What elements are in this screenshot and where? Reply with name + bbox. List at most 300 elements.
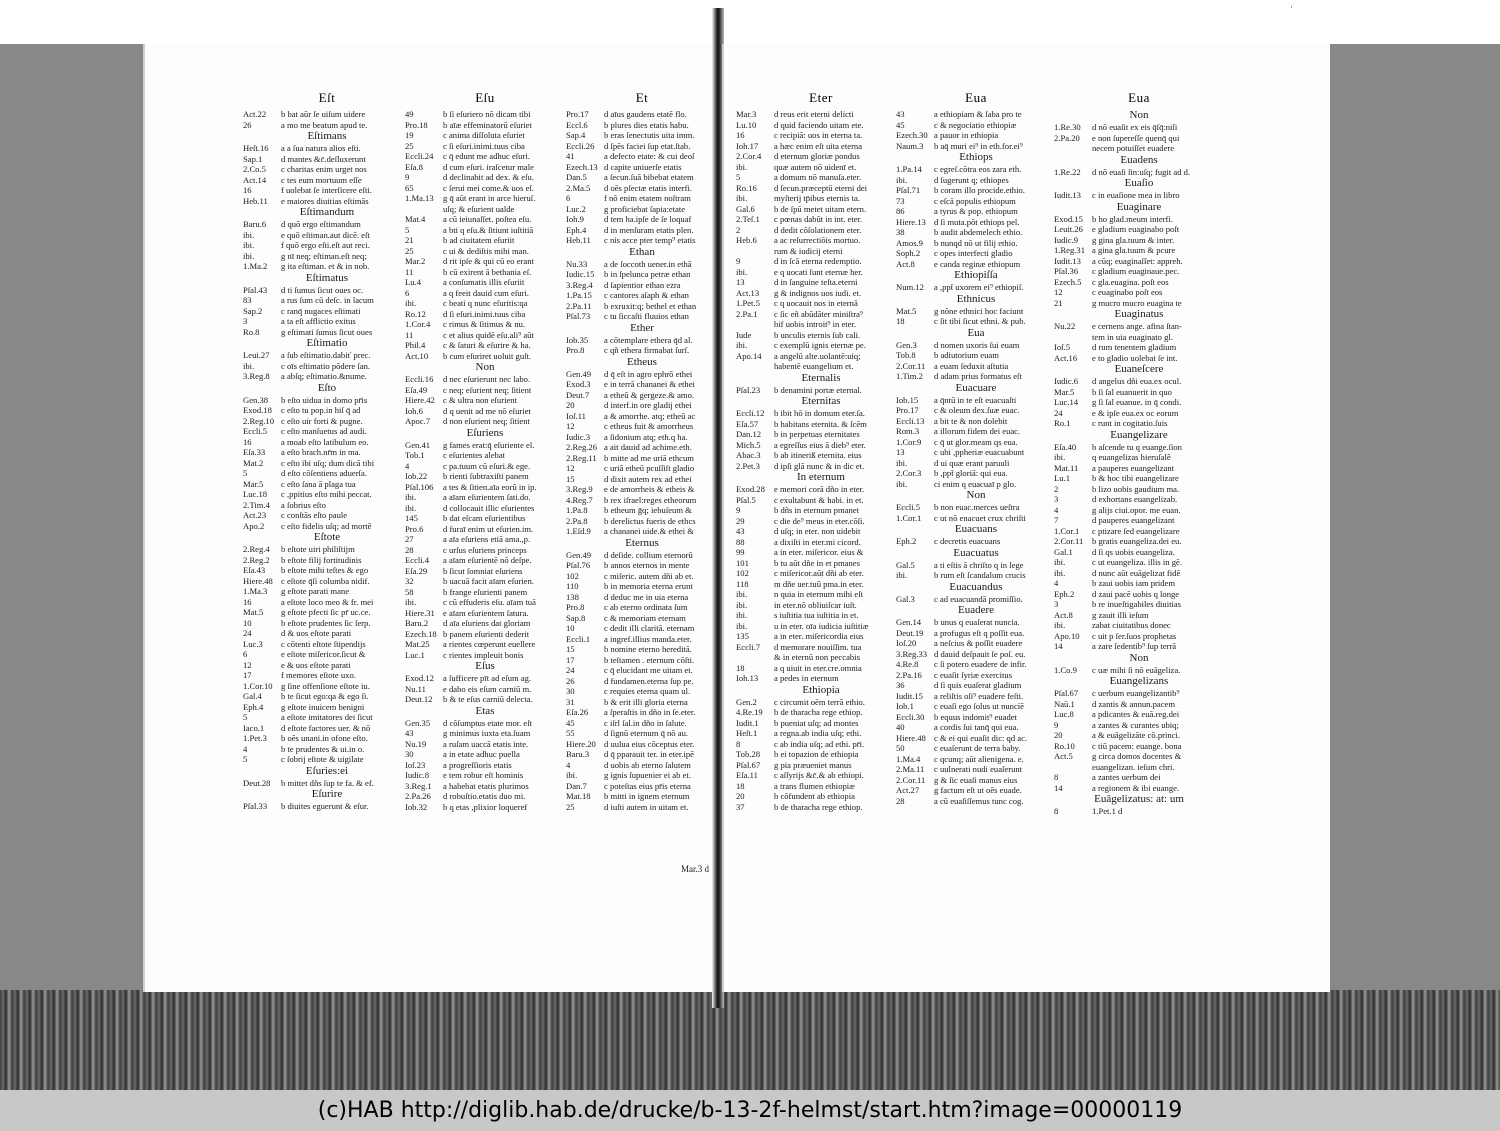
entry-reference: 15 <box>566 644 575 654</box>
concordance-entry <box>243 306 411 317</box>
concordance-entry <box>566 442 718 453</box>
entry-text: d quid faciendo uitam ete. <box>774 119 864 130</box>
concordance-entry <box>566 345 718 356</box>
entry-reference: 88 <box>736 536 745 547</box>
entry-text: d memorare nouiſſim. tua <box>774 641 862 652</box>
entry-text: a reliſtis oſi⁹ euadere feſti. <box>934 690 1024 701</box>
lemma-heading: Non <box>966 489 986 501</box>
entry-text: c urſus eſuriens princeps <box>443 544 527 555</box>
entry-text: e non ſupereſſe quenq̄ qui <box>1092 132 1180 143</box>
entry-reference: 1.Tim.2 <box>896 371 923 381</box>
entry-text: c eſto fidelis uſq; ad mortē <box>281 520 372 531</box>
entry-reference: Apo.14 <box>736 350 762 361</box>
entry-text: a rientes cœperunt euellere <box>443 639 536 649</box>
concordance-entry <box>736 589 906 600</box>
entry-reference: Ioh.13 <box>736 673 759 683</box>
concordance-entry <box>566 463 718 474</box>
entry-text: a zantes uerbum dei <box>1092 772 1161 782</box>
entry-reference: 8 <box>1054 772 1059 782</box>
entry-reference: Iob.1 <box>896 701 914 711</box>
concordance-entry <box>1054 387 1224 398</box>
concordance-entry <box>405 728 565 739</box>
entry-text: c tes eum mortuum eſſe <box>281 174 362 185</box>
lemma-heading: Eſtimans <box>307 130 347 142</box>
entry-text: d fundamen.eterna ſup pe. <box>604 675 694 686</box>
concordance-entry <box>736 791 906 802</box>
entry-reference: Tob.28 <box>736 749 760 759</box>
entry-reference: 2.Cor.11 <box>1054 536 1084 546</box>
concordance-entry <box>243 143 411 154</box>
entry-text: b etheum ḡq; iebuſeum & <box>604 505 692 515</box>
entry-text: g ita eſtiman. et & in nob. <box>281 261 370 271</box>
lemma-heading: Ethiops <box>959 151 993 163</box>
entry-reference: 4 <box>1054 578 1059 588</box>
entry-reference: Mar.5 <box>1054 386 1075 397</box>
concordance-entry <box>1054 783 1224 794</box>
entry-text: c ſerui mei come.& uos eſ. <box>443 182 534 193</box>
entry-text: b pueniat uſq; ad montes <box>774 717 859 728</box>
entry-reference: 25 <box>566 801 575 812</box>
entry-reference: 2.Teſ.1 <box>736 214 760 224</box>
entry-text: b rex iſrael:reges etheorum <box>604 494 697 505</box>
concordance-entry <box>896 282 1056 293</box>
entry-reference: 50 <box>896 743 905 753</box>
entry-text: myſterij tp̄ibus eternis ta. <box>774 193 860 203</box>
entry-reference: ibi. <box>405 597 417 607</box>
entry-reference: Mar.2 <box>405 256 426 266</box>
entry-reference: Iudit.1 <box>736 717 759 728</box>
entry-list <box>243 109 411 812</box>
entry-text: a pauperes euangelizant <box>1092 462 1175 473</box>
entry-text: g & ſic euaſi manus eius <box>934 774 1018 785</box>
concordance-entry <box>243 468 411 479</box>
entry-reference: 4 <box>566 759 571 770</box>
column-header: Eua <box>1128 90 1150 105</box>
entry-text: a aīam eſurientem ſati.do. <box>443 492 531 502</box>
concordance-entry <box>736 450 906 461</box>
concordance-entry <box>405 120 565 131</box>
entry-reference: Sap.4 <box>566 130 586 140</box>
entry-reference: 28 <box>896 795 905 806</box>
entry-reference: 2.Ma.5 <box>566 182 591 193</box>
concordance-entry <box>896 350 1056 361</box>
entry-list <box>405 109 565 812</box>
concordance-entry <box>896 238 1056 249</box>
concordance-entry <box>1054 397 1224 408</box>
entry-reference: Heſt.16 <box>243 143 269 153</box>
concordance-entry <box>566 141 718 152</box>
concordance-entry <box>1054 762 1224 773</box>
lemma-heading: Euaginare <box>1116 200 1162 213</box>
entry-text: a aīam eſurientē nō deſpe. <box>443 555 532 565</box>
entry-text: b derelictus fueris de ethcs <box>604 515 696 526</box>
entry-text: c qñ ethera firmabat ſurſ. <box>604 345 690 355</box>
entry-text: b mittet dñs ſup te fa. & ef. <box>281 777 374 788</box>
concordance-entry <box>1054 442 1224 453</box>
entry-text: c euaſi ego ſolus ut nuncíē <box>934 701 1024 711</box>
concordance-entry <box>405 450 565 461</box>
concordance-entry <box>896 306 1056 317</box>
entry-reference: Eccli.4 <box>405 555 430 565</box>
entry-reference: Ro.16 <box>736 182 757 193</box>
concordance-entry <box>405 130 565 141</box>
entry-text: b cōfundent ab ethiopia <box>774 791 855 801</box>
concordance-entry <box>405 650 565 661</box>
concordance-entry <box>736 770 906 781</box>
page-signature: Mar.3 d <box>681 864 709 874</box>
entry-reference: Ro.1 <box>1054 418 1071 428</box>
concordance-entry <box>566 665 718 676</box>
entry-text: c beati q nunc eſuritis:qa <box>443 298 528 308</box>
entry-text: zabat ciuitatibus donec <box>1092 620 1171 630</box>
entry-text: d rit ipſe & qui cū eo erant <box>443 256 534 266</box>
entry-text: e & ipſe eua.ex oc eorum <box>1092 407 1179 418</box>
concordance-entry <box>566 770 718 781</box>
concordance-entry <box>405 351 565 362</box>
concordance-entry <box>1054 245 1224 256</box>
concordance-entry <box>405 225 565 236</box>
entry-text: c & ultra non eſurient <box>443 395 517 405</box>
entry-text: c ui & dediſtis mihi man. <box>443 245 529 256</box>
entry-reference: ibi. <box>736 599 748 610</box>
concordance-entry <box>1054 224 1224 235</box>
concordance-entry <box>736 130 906 141</box>
entry-text: a ſidonium atq; eth.q ha. <box>604 431 688 442</box>
entry-reference: Eccli.7 <box>736 641 761 652</box>
entry-reference: 29 <box>736 515 745 526</box>
entry-reference: Heb.11 <box>566 235 591 245</box>
entry-text: c uerbum euangelizantib⁹ <box>1092 688 1180 698</box>
entry-reference: Luc.8 <box>1054 709 1074 719</box>
entry-text: d uulua eius cōceptus eter. <box>604 738 695 749</box>
concordance-entry <box>566 214 718 225</box>
entry-reference: Gen.14 <box>896 617 922 627</box>
concordance-entry <box>243 196 411 207</box>
entry-text: a conſumatis illis eſuriit <box>443 277 525 287</box>
concordance-entry <box>736 707 906 718</box>
entry-text: d ſi quis euaſerat gladium <box>934 680 1022 690</box>
entry-reference: 1.Cor.1 <box>896 512 922 523</box>
concordance-entry <box>736 385 906 396</box>
entry-text: & in eternū non peccabis <box>774 652 860 662</box>
entry-text: b frange eſurienti panem <box>443 586 528 597</box>
entry-reference: 13 <box>896 447 905 457</box>
concordance-entry <box>243 120 411 131</box>
concordance-entry <box>566 269 718 280</box>
entry-reference: 2.Reg.4 <box>243 544 270 554</box>
entry-text: a zantes & curantes ubiq; <box>1092 719 1179 730</box>
concordance-entry <box>566 560 718 571</box>
entry-reference: Heb.11 <box>243 195 268 206</box>
lemma-heading: Eſurire <box>311 788 343 800</box>
entry-text: e cernens ange. afina ſtan- <box>1092 321 1182 331</box>
concordance-entry <box>1054 620 1224 631</box>
lemma-heading: Euāgelizatus: at: um <box>1094 793 1184 805</box>
entry-reference: Act.10 <box>405 350 429 361</box>
entry-reference: Num.12 <box>896 282 924 292</box>
concordance-entry <box>243 778 411 789</box>
entry-reference: 45 <box>896 119 905 130</box>
entry-reference: Luc.14 <box>1054 397 1079 407</box>
concordance-entry <box>405 235 565 246</box>
concordance-entry <box>1054 342 1224 353</box>
entry-reference: Act.8 <box>1054 609 1073 620</box>
concordance-entry <box>896 316 1056 327</box>
entry-text: b te prudentes & ui.in o. <box>281 743 365 754</box>
concordance-entry <box>1054 332 1224 343</box>
entry-text: g proficiebat ſapia:etate <box>604 203 686 214</box>
entry-text: e canda reginæ ethiopum <box>934 258 1021 269</box>
concordance-entry <box>243 628 411 639</box>
entry-reference: 118 <box>736 578 749 589</box>
concordance-entry <box>1054 515 1224 526</box>
concordance-entry <box>566 183 718 194</box>
entry-text: g q̄ aūt erant in arce hieruſ. <box>443 193 536 203</box>
entry-reference: Iudic.9 <box>1054 234 1079 245</box>
concordance-entry <box>896 479 1056 490</box>
entry-reference: Eſa.26 <box>566 707 589 717</box>
entry-reference: 38 <box>896 227 905 237</box>
entry-reference: Deut.7 <box>566 389 590 400</box>
entry-text: c eſto manſuetus ad audi. <box>281 426 367 436</box>
entry-reference: 30 <box>405 749 414 759</box>
entry-reference: Soph.2 <box>896 248 921 258</box>
entry-text: b adiutorium euam <box>934 350 999 360</box>
entry-reference: 1.Pet.3 <box>243 733 267 743</box>
entry-text: d q̄ eſt in agro ephrō ethei <box>604 368 693 379</box>
entry-text: b dñs in eternum pmanet <box>774 505 859 515</box>
entry-reference: Ezech.18 <box>405 628 437 639</box>
entry-reference: 2.Reg.2 <box>243 554 270 565</box>
concordance-entry <box>405 597 565 608</box>
entry-reference: Act.13 <box>736 287 760 298</box>
concordance-entry <box>736 109 906 120</box>
entry-reference: 12 <box>566 421 575 431</box>
entry-text: c eſurientes alebat <box>443 450 506 460</box>
entry-text: b & hoc tibi euangelizare <box>1092 473 1179 483</box>
entry-text: d quō ergo eſtimandum <box>281 219 361 229</box>
entry-text: a ingref.illius manda.eter. <box>604 633 692 644</box>
concordance-entry <box>736 642 906 653</box>
entry-text: d ſugerunt q; ethiopes <box>934 174 1009 185</box>
concordance-entry <box>405 395 565 406</box>
entry-reference: Gen.3 <box>896 339 917 350</box>
concordance-entry <box>405 749 565 760</box>
entry-reference: 14 <box>1054 641 1063 651</box>
concordance-entry <box>566 791 718 802</box>
entry-text: b eſto uidua in domo pr̄is <box>281 394 368 405</box>
entry-text: d eſto cōſentiens aduerſa. <box>281 468 367 478</box>
entry-reference: Baru.3 <box>566 749 590 759</box>
entry-text: a de ſoccoth uener.in ethā <box>604 258 692 269</box>
entry-text: e q uocati ſunt eternæ her. <box>774 266 863 277</box>
concordance-entry <box>566 280 718 291</box>
entry-reference: 2 <box>736 224 741 235</box>
entry-reference: Mat.4 <box>405 214 426 224</box>
concordance-entry <box>736 568 906 579</box>
entry-reference: ibi. <box>243 360 255 371</box>
concordance-entry <box>896 785 1056 796</box>
entry-text: s iuſtitia tua iuſtitia in et. <box>774 610 859 620</box>
entry-reference: 18 <box>736 780 745 791</box>
concordance-entry <box>243 660 411 671</box>
concordance-entry <box>1054 709 1224 720</box>
concordance-entry <box>243 754 411 765</box>
entry-text: b ibit hō in domum eter.ſa. <box>774 408 865 418</box>
entry-reference: Lu.4 <box>405 277 421 287</box>
entry-text: a ſufficere pīt ad eſum ag. <box>443 673 532 683</box>
concordance-entry <box>896 570 1056 581</box>
entry-text: b rienti ſubtraxiſti panem <box>443 471 529 481</box>
lemma-heading: Eſto <box>317 381 337 394</box>
concordance-entry <box>566 335 718 346</box>
concordance-entry <box>243 618 411 629</box>
concordance-entry <box>405 374 565 385</box>
entry-text: d ſpēs faciei ſup etat.ſtab. <box>604 140 691 151</box>
entry-reference: Ioh.17 <box>736 140 759 151</box>
entry-reference: Iudit.13 <box>1054 190 1081 200</box>
entry-reference: Naum.3 <box>896 140 924 151</box>
entry-text: a pdicantes & euā.reg.dei <box>1092 709 1180 719</box>
concordance-entry <box>405 639 565 650</box>
entry-text: c aſſyrijs &c̄.& ab ethiopi. <box>774 770 864 780</box>
entry-reference: Act.5 <box>1054 751 1073 761</box>
entry-text: d ſecun.præceptū eterni dei <box>774 182 868 193</box>
left-column-2 <box>405 90 565 812</box>
entry-reference: 27 <box>405 534 414 544</box>
entry-text: c ut nō enacuet crux chriſti <box>934 512 1026 523</box>
entry-text: g fames erat:q̄ eſuriente el. <box>443 439 535 450</box>
entry-text: d reus erit eterni delicti <box>774 109 854 119</box>
lemma-heading: Eſuries:ei <box>305 764 349 777</box>
concordance-entry <box>1054 418 1224 429</box>
concordance-entry <box>243 316 411 327</box>
concordance-entry <box>566 644 718 655</box>
entry-text: b lizo uobis gaudium ma. <box>1092 483 1180 494</box>
lemma-heading: Ethiopiſſa <box>954 269 998 281</box>
entry-reference: Eſa.8 <box>405 161 423 172</box>
entry-reference: 43 <box>896 109 905 119</box>
entry-reference: Eccli.16 <box>405 374 434 384</box>
entry-reference: 9 <box>736 256 741 266</box>
entry-text: a ſecun.ſuā bibebat etatem <box>604 172 694 182</box>
entry-text: c uulnerati nudi euaſerunt <box>934 764 1023 774</box>
concordance-entry <box>405 802 565 813</box>
entry-text: b eſtote prudentes ſic ſerp. <box>281 617 371 628</box>
concordance-entry <box>405 492 565 503</box>
concordance-entry <box>566 686 718 697</box>
entry-reference: 6 <box>566 193 571 203</box>
concordance-entry <box>736 120 906 131</box>
entry-reference: Nu.11 <box>405 683 426 694</box>
concordance-entry <box>566 259 718 270</box>
entry-text: necem potuiſſet euadere <box>1092 143 1175 153</box>
entry-text: b cū exirent ā bethania eſ. <box>443 266 532 277</box>
entry-reference: 20 <box>736 791 745 801</box>
entry-reference: 2.Ma.11 <box>896 764 925 774</box>
entry-reference: 1.Co.9 <box>1054 664 1077 675</box>
entry-text: b exruxit:q; bethel et ethan <box>604 300 697 311</box>
entry-text: c ranq̄ nugaces eſtimati <box>281 305 361 316</box>
entry-text: c rientes impleuit bonis <box>443 649 524 660</box>
entry-reference: Dan.7 <box>566 780 587 791</box>
concordance-entry <box>1054 665 1224 676</box>
entry-text: a bit te & non dolebit <box>934 415 1008 426</box>
concordance-entry <box>896 361 1056 372</box>
entry-text: g eſtote pfecti ſic pr̄ uc.ce. <box>281 607 371 617</box>
concordance-entry <box>566 432 718 443</box>
concordance-entry <box>243 437 411 448</box>
column-header: Eſu <box>475 90 495 105</box>
entry-reference: 1.Pa.8 <box>566 505 588 515</box>
entry-text: b & te eſus carniū delecta. <box>443 694 533 704</box>
entry-reference: Leui.27 <box>243 350 270 360</box>
concordance-entry <box>1054 484 1224 495</box>
entry-reference: Ro.10 <box>1054 740 1075 751</box>
entry-reference: Pſal.43 <box>243 284 268 295</box>
entry-reference: 55 <box>566 728 575 738</box>
entry-text: d angelus dñi eua.ex ocul. <box>1092 376 1182 386</box>
concordance-entry <box>736 309 906 320</box>
lemma-heading: Euacuans <box>954 523 998 535</box>
entry-reference: Luc.2 <box>566 203 586 214</box>
entry-text: b ſicut ſomniat eſuriens <box>443 565 523 576</box>
concordance-entry <box>566 109 718 120</box>
entry-text: c charitas enim urget nos <box>281 164 367 174</box>
concordance-entry <box>566 718 718 729</box>
concordance-entry <box>736 697 906 708</box>
right-column-3 <box>1054 90 1224 817</box>
entry-reference: 83 <box>243 295 252 305</box>
concordance-entry <box>243 723 411 734</box>
lemma-heading: Non <box>1129 651 1149 664</box>
entry-text: c ab india uſq; ad ethi. pr̄i. <box>774 738 865 749</box>
entry-reference: 18 <box>896 316 905 326</box>
concordance-entry <box>736 652 906 663</box>
entry-reference: ibi. <box>405 502 417 513</box>
entry-text: a ſub eſtimatio.dabiť prec. <box>281 350 371 360</box>
concordance-entry <box>243 597 411 608</box>
entry-text: b ,ppt̄ gloriā: qui eua. <box>934 468 1008 478</box>
entry-text: b unus q euaſerat nuncia. <box>934 617 1020 627</box>
concordance-entry <box>405 162 565 173</box>
entry-reference: 3.Reg.4 <box>566 279 593 290</box>
concordance-entry <box>736 151 906 162</box>
entry-text: b tu aūt dñe in et pmanes <box>774 557 860 568</box>
entry-text: a & amorrhe. atq; etheū ac <box>604 410 696 421</box>
entry-text: a regionem & ibi euange. <box>1092 782 1180 793</box>
entry-reference: 2 <box>1054 483 1059 494</box>
entry-reference: Eph.2 <box>1054 588 1075 599</box>
lemma-heading: Euadens <box>1120 153 1158 166</box>
concordance-entry <box>1054 214 1224 225</box>
entry-reference: Pſal.71 <box>896 185 921 195</box>
entry-reference: Ioh.9 <box>566 214 584 224</box>
entry-reference: 65 <box>405 182 414 193</box>
credit-footer <box>0 1090 1500 1131</box>
concordance-entry <box>736 600 906 611</box>
entry-reference: 102 <box>566 570 579 581</box>
lemma-heading: Ethnicus <box>956 292 996 305</box>
concordance-entry <box>736 505 906 516</box>
entry-text: b zaui uobis iam pridem <box>1092 578 1176 588</box>
entry-text: a ac reſurrectiōis mortuo. <box>774 235 861 245</box>
concordance-entry <box>405 298 565 309</box>
concordance-entry <box>736 319 906 330</box>
concordance-entry <box>243 405 411 416</box>
entry-reference: Nu.22 <box>1054 321 1076 331</box>
concordance-entry <box>566 655 718 666</box>
